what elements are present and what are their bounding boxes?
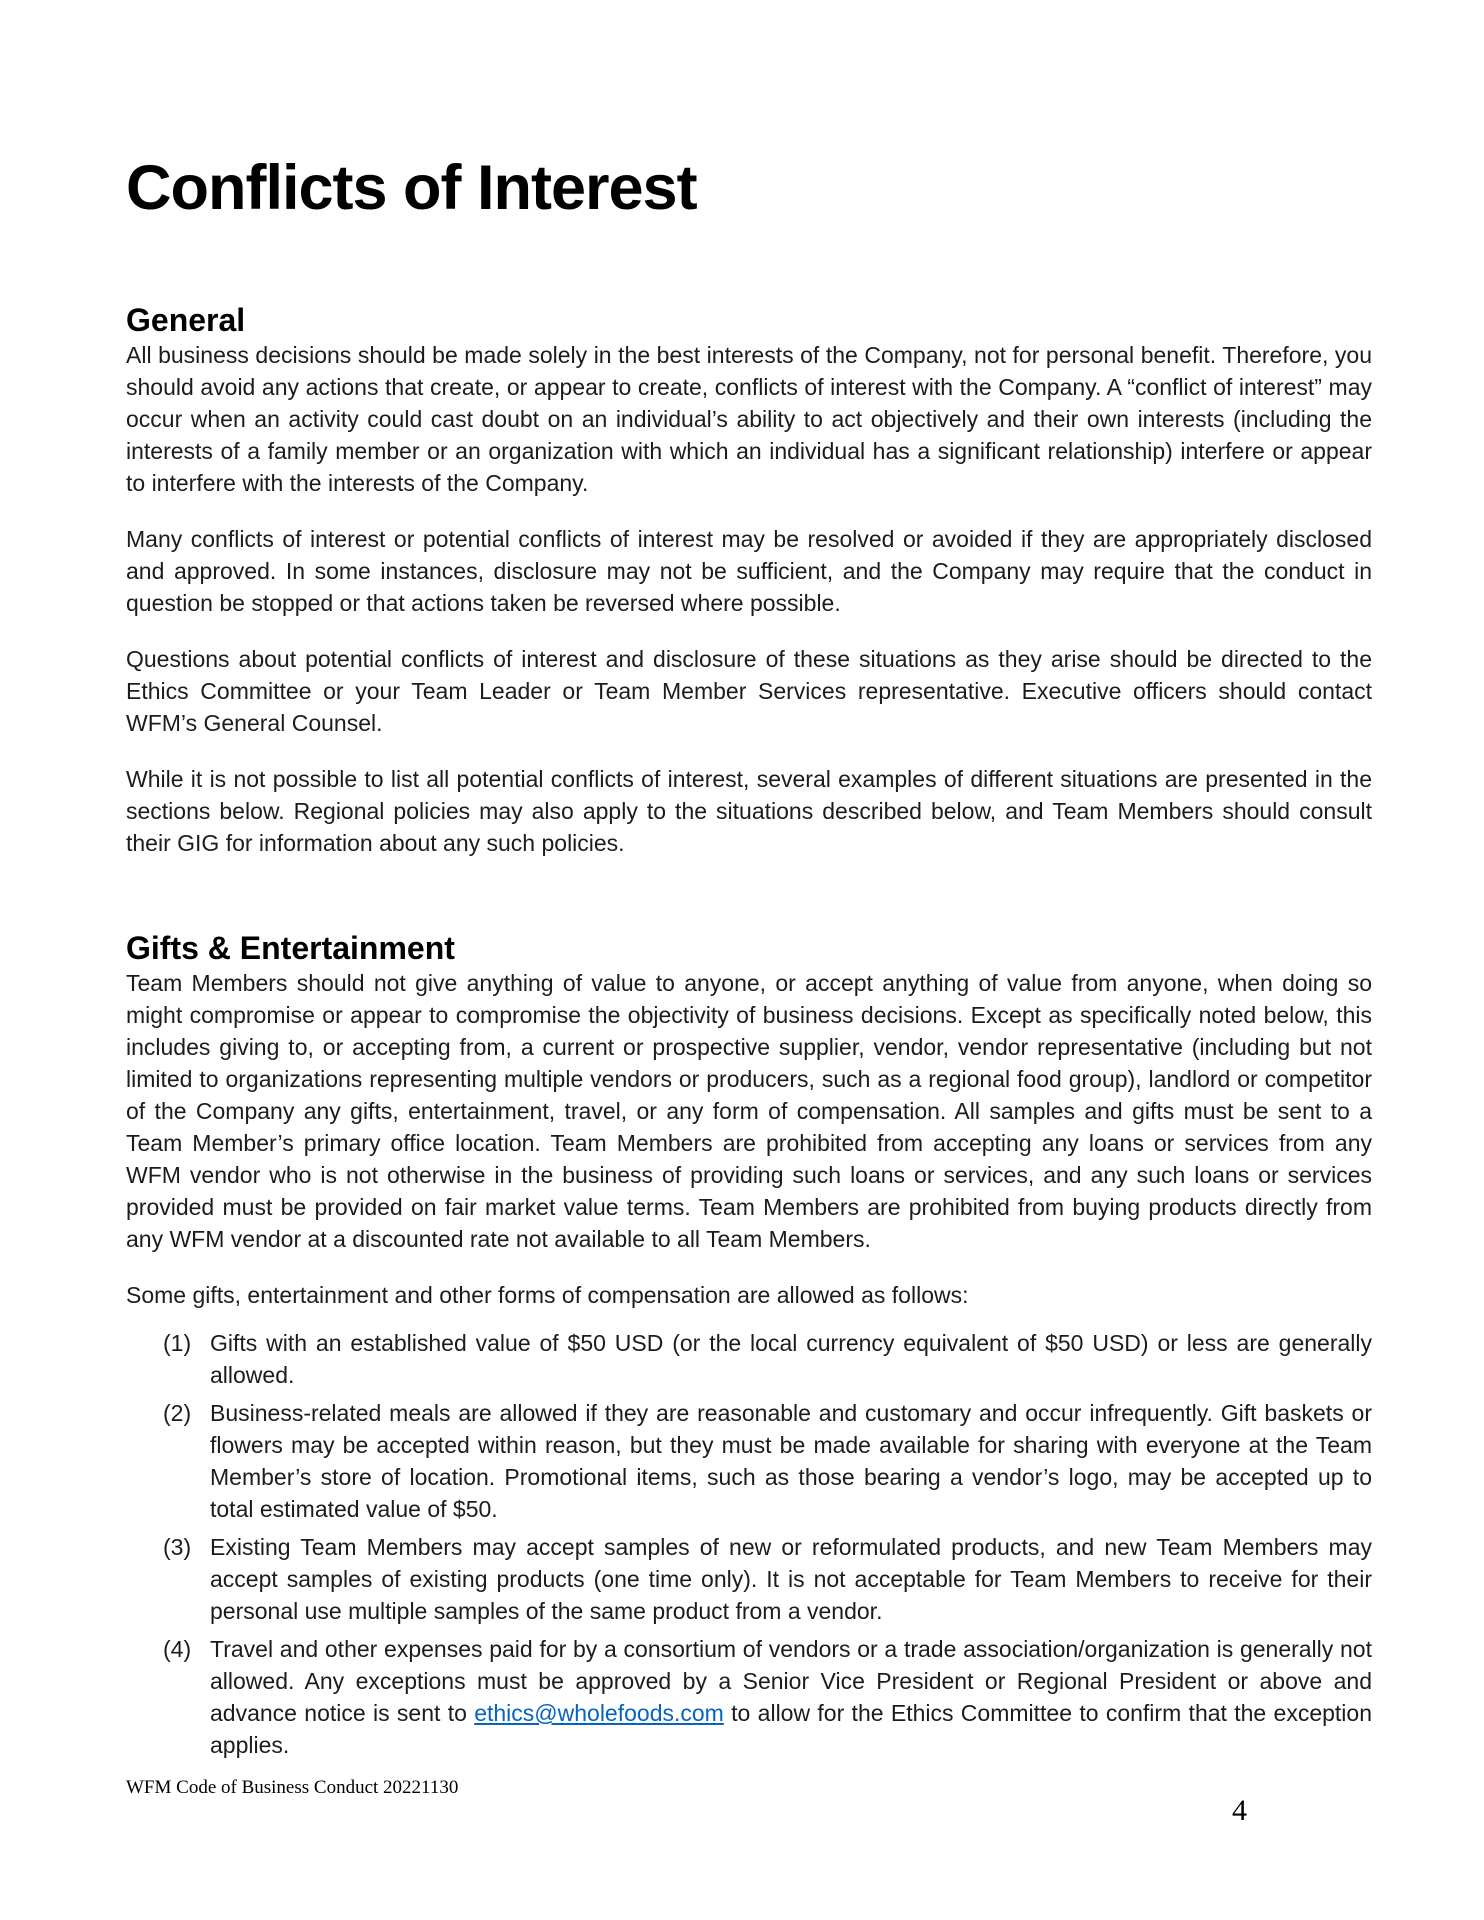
list-item-text: Gifts with an established value of $50 USD (or the local currency equivalent of $50 USD) or less are generally allowed. <box>210 1330 1372 1388</box>
list-item-text: Existing Team Members may accept samples of new or reformulated products, and new Team Members may accept samples of existing products (one time only). It is not acceptable for Team Members to receive for their personal use multiple samples of the same product from a vendor. <box>210 1534 1372 1624</box>
gifts-paragraph-1: Team Members should not give anything of value to anyone, or accept anything of value from anyone, when doing so might compromise or appear to compromise the objectivity of business decisions. Except as specifically noted below, this includes giving to, or accepting from, a current or prospective supplier, vendor, vendor representative (including but not limited to organizations representing multiple vendors or producers, such as a regional food group), landlord or competitor of the Company any gifts, entertainment, travel, or any form of compensation. All samples and gifts must be sent to a Team Member’s primary office location. Team Members are prohibited from accepting any loans or services from any WFM vendor who is not otherwise in the business of providing such loans or services, and any such loans or services provided must be provided on fair market value terms. Team Members are prohibited from buying products directly from any WFM vendor at a discounted rate not available to all Team Members. <box>126 970 1372 1252</box>
section-general <box>126 301 1372 859</box>
list-item-2 <box>126 1397 1372 1525</box>
list-item-text-after-link: to allow for the Ethics Committee to confirm that the exception applies. <box>210 1700 1372 1758</box>
section-gifts-entertainment <box>126 929 1372 1761</box>
gifts-list-intro: Some gifts, entertainment and other forms of compensation are allowed as follows: <box>126 1282 969 1308</box>
gifts-allowed-list <box>126 1327 1372 1761</box>
general-paragraph-4: While it is not possible to list all potential conflicts of interest, several examples of different situations are presented in the sections below. Regional policies may also apply to the situations described below, and Team Members should consult their GIG for information about any such policies. <box>126 766 1372 856</box>
list-item-number: (1) <box>163 1330 192 1356</box>
section-heading-general: General <box>126 302 246 338</box>
general-paragraph-3: Questions about potential conflicts of interest and disclosure of these situations as they arise should be directed to the Ethics Committee or your Team Leader or Team Member Services representative. Executive officers should contact WFM’s General Counsel. <box>126 646 1372 736</box>
footer-document-id: WFM Code of Business Conduct 20221130 <box>126 1777 459 1798</box>
list-item-1 <box>126 1327 1372 1391</box>
page-number: 4 <box>1232 1794 1247 1827</box>
list-item-text: Business-related meals are allowed if they are reasonable and customary and occur infrequently. Gift baskets or flowers may be accepted within reason, but they must be made available for sharing with everyone at the Team Member’s store of location. Promotional items, such as those bearing a vendor’s logo, may be accepted up to total estimated value of $50. <box>210 1400 1372 1522</box>
section-heading-gifts: Gifts & Entertainment <box>126 930 455 966</box>
general-paragraph-1: All business decisions should be made solely in the best interests of the Company, not for personal benefit. Therefore, you should avoid any actions that create, or appear to create, conflicts of interest with the Company. A “conflict of interest” may occur when an activity could cast doubt on an individual’s ability to act objectively and their own interests (including the interests of a family member or an organization with which an individual has a significant relationship) interfere or appear to interfere with the interests of the Company. <box>126 342 1372 496</box>
list-item-4 <box>126 1633 1372 1761</box>
list-item-3 <box>126 1531 1372 1627</box>
list-item-text <box>210 1633 1372 1761</box>
list-item-number: (4) <box>163 1636 192 1662</box>
page-content <box>126 0 1372 1767</box>
list-item-number: (2) <box>163 1400 192 1426</box>
list-item-text-before-link: Travel and other expenses paid for by a consortium of vendors or a trade association/organization is generally not allowed. Any exceptions must be approved by a Senior Vice President or Regional President or above and advance notice is sent to <box>210 1636 1372 1726</box>
document-title: Conflicts of Interest <box>126 153 697 223</box>
general-paragraph-2: Many conflicts of interest or potential conflicts of interest may be resolved or avoided if they are appropriately disclosed and approved. In some instances, disclosure may not be sufficient, and the Company may require that the conduct in question be stopped or that actions taken be reversed where possible. <box>126 526 1372 616</box>
ethics-email-link[interactable]: ethics@wholefoods.com <box>474 1700 724 1726</box>
list-item-number: (3) <box>163 1534 192 1560</box>
